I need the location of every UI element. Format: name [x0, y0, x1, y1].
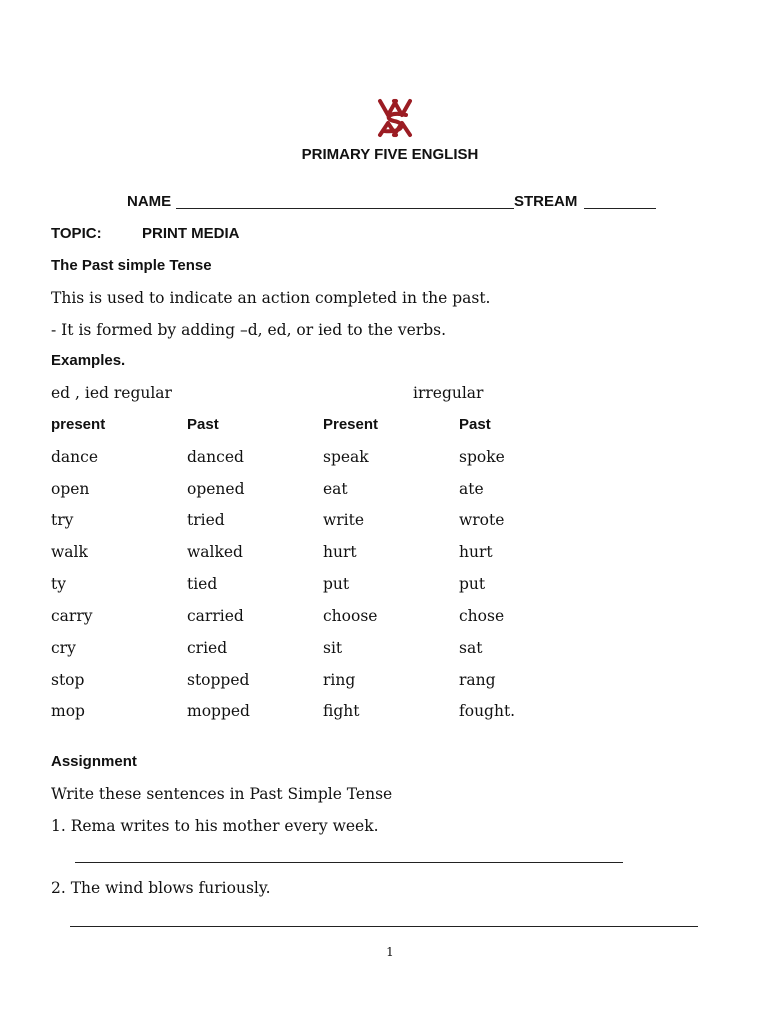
table-cell: rang — [459, 671, 496, 689]
answer-line-1[interactable] — [75, 862, 623, 863]
question-1: 1. Rema writes to his mother every week. — [51, 817, 379, 835]
table-cell: put — [323, 575, 350, 593]
regular-label: ed , ied regular — [51, 384, 172, 402]
table-cell: chose — [459, 607, 505, 625]
table-header: Present — [323, 416, 379, 433]
table-header: Past — [187, 416, 219, 433]
table-cell: ring — [323, 671, 356, 689]
school-logo — [374, 95, 416, 141]
table-cell: speak — [323, 448, 369, 466]
table-cell: hurt — [459, 543, 493, 561]
table-cell: carried — [187, 607, 244, 625]
assignment-instruction: Write these sentences in Past Simple Tense — [51, 785, 393, 803]
topic-value: PRINT MEDIA — [142, 225, 240, 242]
table-cell: cry — [51, 639, 76, 657]
table-cell: fight — [323, 702, 360, 720]
stream-label: STREAM — [514, 193, 578, 210]
table-header: present — [51, 416, 106, 433]
table-cell: opened — [187, 480, 245, 498]
table-cell: write — [323, 511, 365, 529]
table-cell: sit — [323, 639, 343, 657]
table-cell: spoke — [459, 448, 505, 466]
table-cell: try — [51, 511, 74, 529]
table-cell: choose — [323, 607, 378, 625]
table-cell: mop — [51, 702, 85, 720]
table-cell: stop — [51, 671, 85, 689]
table-cell: carry — [51, 607, 93, 625]
table-cell: walked — [187, 543, 243, 561]
table-cell: wrote — [459, 511, 505, 529]
table-cell: hurt — [323, 543, 357, 561]
table-cell: cried — [187, 639, 228, 657]
lesson-heading: The Past simple Tense — [51, 257, 212, 274]
table-cell: ty — [51, 575, 66, 593]
table-cell: walk — [51, 543, 88, 561]
table-cell: tried — [187, 511, 225, 529]
irregular-label: irregular — [413, 384, 484, 402]
document-title: PRIMARY FIVE ENGLISH — [301, 146, 479, 163]
table-cell: stopped — [187, 671, 250, 689]
lesson-rule: - It is formed by adding –d, ed, or ied to the verbs. — [51, 321, 447, 339]
name-label: NAME — [127, 193, 172, 210]
lesson-definition: This is used to indicate an action completed in the past. — [51, 289, 491, 307]
table-cell: eat — [323, 480, 348, 498]
examples-label: Examples. — [51, 352, 126, 369]
table-cell: tied — [187, 575, 218, 593]
stream-blank[interactable] — [584, 208, 656, 209]
answer-line-2[interactable] — [70, 926, 698, 927]
topic-label: TOPIC: — [51, 225, 102, 242]
table-cell: ate — [459, 480, 484, 498]
table-header: Past — [459, 416, 491, 433]
page-number: 1 — [386, 945, 394, 959]
table-cell: dance — [51, 448, 98, 466]
question-2: 2. The wind blows furiously. — [51, 879, 271, 897]
table-cell: sat — [459, 639, 483, 657]
table-cell: open — [51, 480, 90, 498]
name-blank[interactable] — [176, 208, 514, 209]
table-cell: fought. — [459, 702, 516, 720]
assignment-heading: Assignment — [51, 753, 137, 770]
table-cell: mopped — [187, 702, 250, 720]
table-cell: put — [459, 575, 486, 593]
table-cell: danced — [187, 448, 244, 466]
